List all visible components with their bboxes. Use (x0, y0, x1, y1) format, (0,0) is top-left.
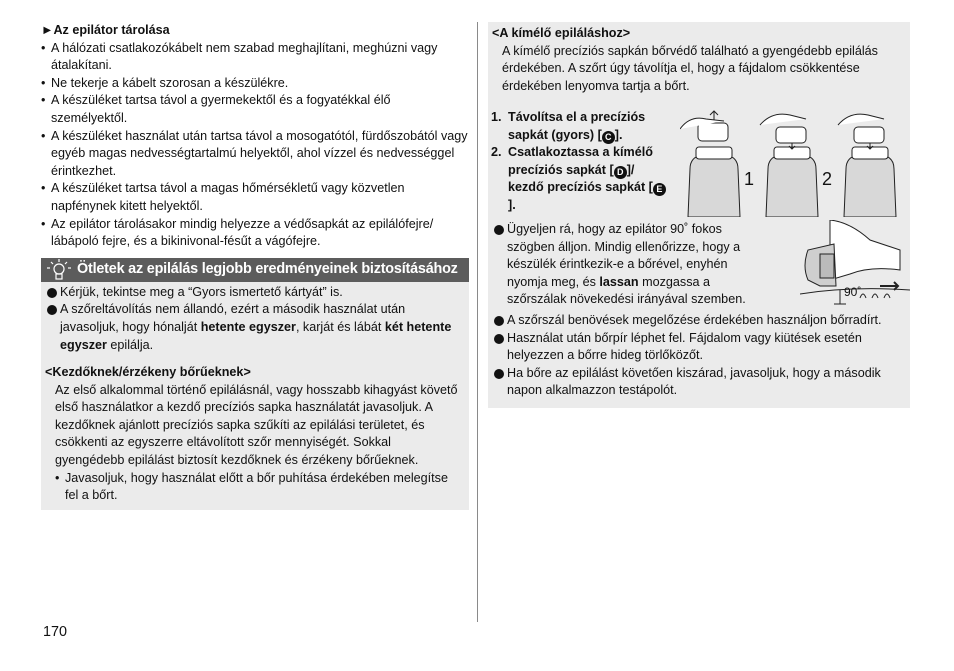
storage-bullet: • Az epilátor tárolásakor mindig helyezze a védősapkát az epilálófejre/ lábápoló fejre, és a bikinivonal-fésűt a vágófejre. (41, 216, 469, 251)
storage-heading: ►Az epilátor tárolása (41, 23, 170, 37)
right-column (488, 22, 910, 408)
tip-text: epilálja. (106, 337, 154, 352)
gentle-text: A kímélő precíziós sapkán bőrvédő található a gyengédebb epilálás érdekében. A szőrt úgy távolítja el, hogy a fájdalom csökkentése érdekében lenyomva tartja a bőrt. (502, 43, 878, 93)
step-text: Csatlakoztassa a kímélő precíziós sapkát [ (508, 145, 653, 177)
gentle-box (488, 22, 910, 408)
angle-text: Ügyeljen rá, hogy az epilátor 90˚ fokos szögben álljon. Mindig ellenőrizze, hogy a készülék érintkezik-e a bőrével, enyhén nyomja meg, és (507, 222, 741, 289)
left-column (41, 22, 469, 510)
storage-bullet: • A készüléket használat után tartsa távol a mosogatótól, fürdőszobától vagy egyéb magas nedvességtartalmú helyektől, ahol vízzel és nedvességgel érintkezhet. (41, 128, 469, 181)
angle-illustration (800, 220, 910, 306)
beginners-heading: <Kezdőknek/érzékeny bőrűeknek> (45, 365, 251, 380)
after-item: A szőrszál benövések megelőzése érdekében használjon bőrradírt. (492, 312, 908, 330)
tip-emphasis: két hetente egyszer (60, 319, 452, 352)
angle-text: mozgassa a szőrszálak növekedési irányával szemben. (507, 274, 746, 307)
after-item: Ha bőre az epilálást követően kiszárad, javasoljuk, hogy a második napon alkalmazzon testápolót. (492, 365, 908, 400)
storage-bullet: • A készüléket tartsa távol a magas hőmérsékletű vagy közvetlen napfénynek kitett helyektől. (41, 180, 469, 215)
beginners-bullet-wrap (45, 470, 463, 505)
tip-item (45, 301, 463, 354)
tips-title: Ötletek az epilálás legjobb eredményeinek biztosításához (77, 260, 458, 277)
fig-label-1: 1 (744, 169, 755, 189)
step-1 (491, 109, 671, 144)
column-divider (477, 22, 478, 622)
letter-d-badge: D (614, 166, 627, 179)
tip-text: , karját és lábát (295, 319, 385, 334)
tip-text: A szőreltávolítás nem állandó, ezért a második használat után javasoljuk, hogy hónalját (60, 302, 406, 334)
angle-instruction (492, 221, 762, 309)
cap-attach-illustration (680, 109, 908, 217)
after-care-list (492, 312, 908, 400)
after-item: Használat után bőrpír léphet fel. Fájdalom vagy kiütések esetén helyezzen a bőrre hideg törlőközőt. (492, 330, 908, 365)
angle-label: 90˚ (844, 285, 862, 299)
cap-steps (491, 109, 671, 215)
storage-bullet: • A hálózati csatlakozókábelt nem szabad meghajlítani, meghúzni vagy átalakítani. (41, 40, 469, 75)
step-text: ]/ kezdő precíziós sapkát [ (508, 162, 653, 195)
gentle-heading: <A kímélő epiláláshoz> (492, 26, 631, 40)
step-text: Távolítsa el a precíziós sapkát (gyors) [ (508, 110, 646, 142)
tip-emphasis: hetente egyszer (200, 319, 296, 334)
tip-item: Kérjük, tekintse meg a “Gyors ismertető kártyát” is. (45, 284, 463, 302)
beginners-text: Az első alkalommal történő epilálásnál, vagy hosszabb kihagyást követő első használatkor a kezdő precíziós sapka használatát javasoljuk. A kezdőknek ajánlott precíziós sapka szűkíti az epilálási területet, és csökkenti az egyszerre eltávolított szőr mennyiségét. Sokkal gyengédebb epilálást biztosít kezdőknek és érzékeny bőrűeknek. (55, 382, 458, 468)
page-number: 170 (43, 624, 68, 640)
step-text: ]. (508, 197, 516, 212)
step-number: 2. (491, 145, 502, 160)
fig-label-2: 2 (822, 169, 833, 189)
tips-box (41, 282, 469, 510)
lightbulb-icon (45, 258, 73, 282)
step-number: 1. (491, 110, 502, 124)
letter-c-badge: C (602, 131, 615, 144)
beginners-bullet: • Javasoljuk, hogy használat előtt a bőr puhítása érdekében melegítse fel a bőrt. (55, 470, 463, 505)
step-text: ]. (614, 127, 623, 142)
storage-bullet: • Ne tekerje a kábelt szorosan a készülékre. (41, 75, 469, 93)
step-2 (491, 144, 671, 214)
storage-bullets (41, 40, 469, 251)
letter-e-badge: E (653, 183, 666, 196)
storage-bullet: • A készüléket tartsa távol a gyermekektől és a fogyatékkal élő személyektől. (41, 92, 469, 127)
angle-emphasis: lassan (599, 274, 639, 289)
tips-title-bar (41, 258, 469, 282)
